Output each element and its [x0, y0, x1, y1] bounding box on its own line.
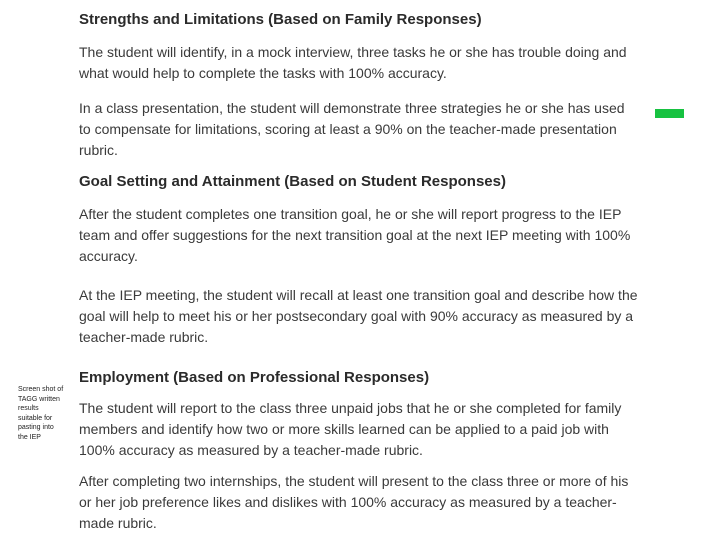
goal-paragraph: The student will report to the class three unpaid jobs that he or she completed for family members and identify how two or more skills learned can be applied to a paid job with 100% accuracy as measured by a teacher-made rubric.	[79, 400, 622, 458]
goal-paragraph: At the IEP meeting, the student will recall at least one transition goal and describe how the goal will help to meet his or her postsecondary goal with 90% accuracy as measured by a teacher-made rubric.	[79, 287, 638, 345]
goal-paragraph: After completing two internships, the student will present to the class three or more of his or her job preference likes and dislikes with 100% accuracy as measured by a teacher-made rubric.	[79, 473, 629, 531]
goal-paragraph: The student will identify, in a mock interview, three tasks he or she has trouble doing and what would help to complete the tasks with 100% accuracy.	[79, 44, 627, 81]
section-heading-strengths: Strengths and Limitations (Based on Family Responses)	[79, 11, 482, 28]
document-body	[79, 6, 639, 534]
section-heading-goal-setting: Goal Setting and Attainment (Based on Student Responses)	[79, 173, 506, 190]
section-heading-employment: Employment (Based on Professional Responses)	[79, 369, 430, 386]
side-caption: Screen shot of TAGG written results suitable for pasting into the IEP	[18, 386, 64, 441]
green-marker	[655, 109, 684, 118]
goal-paragraph: After the student completes one transition goal, he or she will report progress to the IEP team and offer suggestions for the next transition goal at the next IEP meeting with 100% accuracy.	[79, 206, 631, 264]
goal-paragraph: In a class presentation, the student will demonstrate three strategies he or she has used to compensate for limitations, scoring at least a 90% on the teacher-made presentation rubric.	[79, 100, 625, 158]
